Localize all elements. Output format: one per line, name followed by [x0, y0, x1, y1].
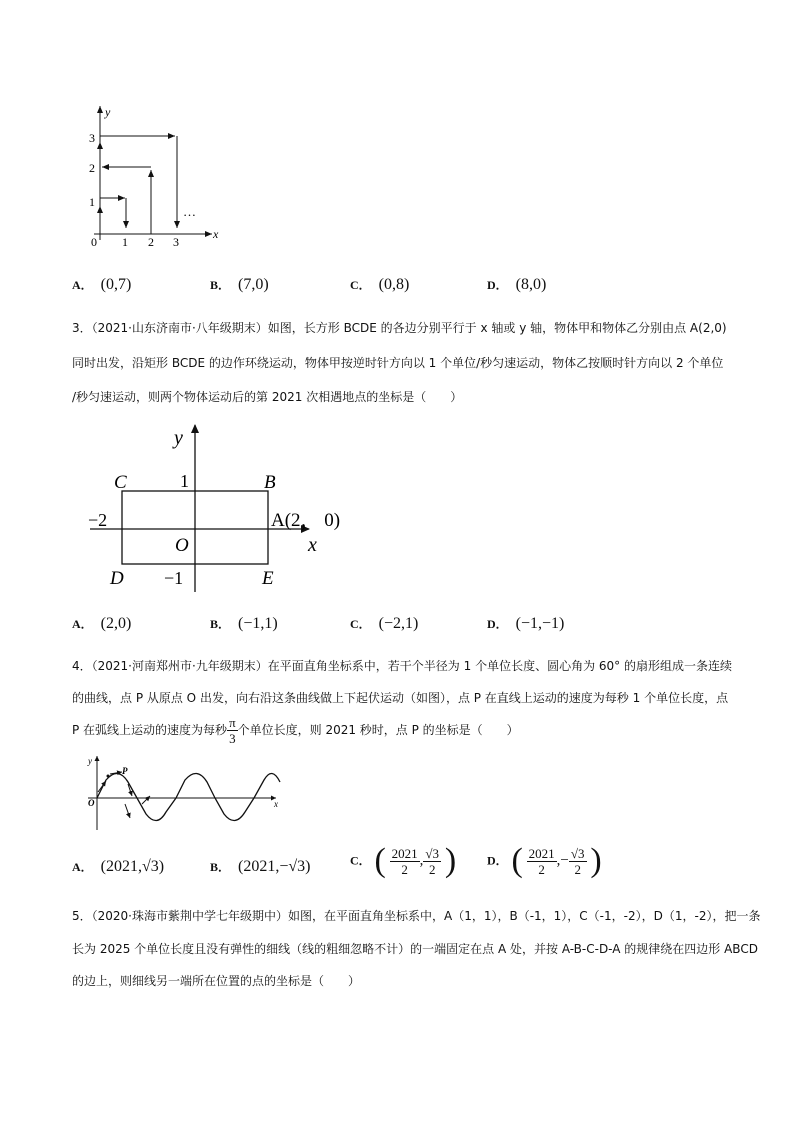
point-c-label: C — [114, 472, 127, 493]
q5-line-3: 的边上，则细线另一端所在位置的点的坐标是（ ） — [72, 974, 361, 988]
option-label: B． — [210, 860, 231, 874]
direction-arrow — [142, 796, 150, 804]
ellipsis: … — [183, 204, 196, 219]
option-b[interactable] — [210, 858, 310, 876]
x-tick-label: 2 — [148, 235, 154, 249]
option-a[interactable] — [72, 858, 164, 876]
fraction-denominator: 3 — [229, 731, 236, 746]
point-e-label: E — [262, 568, 274, 589]
point-d-label: D — [110, 568, 124, 589]
option-label: D． — [487, 853, 508, 868]
q4-line-1: 4．（2021·河南郑州市·九年级期末）在平面直角坐标系中，若干个半径为 1 个单位长度、圆心角为 60° 的扇形组成一条连续 — [72, 659, 732, 673]
option-label: C． — [350, 617, 371, 631]
fraction-denominator: 2 — [574, 861, 581, 877]
fraction-denominator: 2 — [538, 861, 545, 877]
option-c[interactable]: C． ( $\frac{2021}{2}$ , $\frac{√3}{2}$ ) — [350, 842, 457, 879]
option-label: A． — [72, 860, 93, 874]
option-b[interactable] — [210, 276, 269, 294]
fraction-denominator: 2 — [401, 861, 408, 877]
q4-line-3 — [72, 712, 519, 748]
option-value: (7,0) — [238, 276, 269, 293]
option-label: D． — [487, 617, 508, 631]
option-d[interactable]: D． ( $\frac{2021}{2}$ ,− $\frac{√3}{2}$ ) — [487, 842, 602, 879]
option-value: (0,7) — [100, 276, 132, 293]
option-value: (−2,1) — [378, 615, 419, 632]
option-d[interactable] — [487, 615, 564, 633]
y-axis-label: y — [88, 756, 92, 766]
direction-arrow — [125, 804, 130, 818]
fraction-numerator: 2021 — [528, 845, 555, 861]
x-axis-label: x — [274, 799, 278, 809]
speed-fraction — [227, 715, 238, 746]
option-b[interactable] — [210, 615, 278, 633]
fraction-numerator: π — [229, 715, 236, 730]
q4-line-3-post: 个单位长度，则 2021 秒时，点 P 的坐标是（ ） — [237, 723, 519, 737]
q4-line-3-pre: P 在弧线上运动的速度为每秒 — [72, 723, 228, 737]
minus-sign: − — [560, 852, 569, 869]
y-axis-label: y — [105, 105, 111, 119]
direction-arrow — [98, 781, 106, 792]
fraction-numerator: 2021 — [391, 845, 418, 861]
figure-rectangle-bcde — [84, 420, 364, 595]
fraction-y — [569, 846, 587, 877]
q5-line-1: 5．（2020·珠海市紫荆中学七年级期中）如图，在平面直角坐标系中，A（1，1），B（-1，1），C（-1，-2），D（1，-2），把一条 — [72, 909, 761, 923]
option-value: (−1,−1) — [515, 615, 565, 632]
x-tick-label: 0 — [91, 235, 97, 249]
y-tick-label: 3 — [89, 131, 95, 145]
figure-wave-curve — [84, 752, 284, 832]
point-p — [107, 775, 110, 778]
option-label: B． — [210, 278, 231, 292]
origin-label: O — [88, 798, 95, 808]
option-label: C． — [350, 853, 371, 868]
option-label: B． — [210, 617, 231, 631]
option-label: C． — [350, 278, 371, 292]
y-axis-label: y — [174, 427, 183, 449]
option-value: (8,0) — [515, 276, 547, 293]
option-value: (2,0) — [100, 615, 132, 632]
q3-line-1: 3．（2021·山东济南市·八年级期末）如图，长方形 BCDE 的各边分别平行于 x 轴或 y 轴，物体甲和物体乙分别由点 A(2,0) — [72, 321, 727, 335]
option-d[interactable] — [487, 276, 546, 294]
point-a-label: A(2， 0) — [271, 510, 341, 531]
option-label: D． — [487, 278, 508, 292]
x-tick-label: 3 — [173, 235, 179, 249]
q3-line-2: 同时出发，沿矩形 BCDE 的边作环绕运动，物体甲按逆时针方向以 1 个单位/秒匀速运动，物体乙按顺时针方向以 2 个单位 — [72, 356, 724, 370]
option-c[interactable] — [350, 615, 418, 633]
point-p-label: P — [122, 766, 128, 776]
option-c[interactable] — [350, 276, 409, 294]
x-tick-label: 1 — [122, 235, 128, 249]
option-a[interactable] — [72, 615, 131, 633]
q3-line-3: /秒匀速运动，则两个物体运动后的第 2021 次相遇地点的坐标是（ ） — [72, 390, 463, 404]
option-value: (−1,1) — [238, 615, 278, 632]
wave-curve — [97, 773, 280, 820]
tick-label-bottom: −1 — [164, 568, 184, 588]
option-label: A． — [72, 278, 93, 292]
tick-label-left: −2 — [88, 510, 108, 530]
fraction-y — [423, 846, 441, 877]
point-b-label: B — [264, 472, 276, 493]
fraction-x — [390, 846, 420, 877]
fraction-x — [527, 846, 557, 877]
x-axis-label: x — [308, 534, 317, 556]
option-a[interactable] — [72, 276, 131, 294]
option-value: (0,8) — [378, 276, 410, 293]
q4-line-2: 的曲线，点 P 从原点 O 出发，向右沿这条曲线做上下起伏运动（如图），点 P 在直线上运动的速度为每秒 1 个单位长度，点 — [72, 691, 729, 705]
option-value: (2021,−√3) — [238, 858, 311, 875]
tick-label-top: 1 — [180, 471, 189, 491]
x-axis-label: x — [213, 227, 219, 241]
option-label: A． — [72, 617, 93, 631]
fraction-numerator: √3 — [425, 845, 440, 861]
fraction-numerator: √3 — [570, 845, 585, 861]
figure-arrow-path — [80, 100, 230, 250]
y-tick-label: 1 — [89, 195, 95, 209]
q5-line-2: 长为 2025 个单位长度且没有弹性的细线（线的粗细忽略不计）的一端固定在点 A 处，并按 A-B-C-D-A 的规律绕在四边形 ABCD — [72, 942, 758, 956]
fraction-denominator: 2 — [428, 861, 436, 877]
y-tick-label: 2 — [89, 161, 95, 175]
origin-label: O — [175, 535, 189, 556]
option-value: (2021,√3) — [100, 858, 165, 875]
